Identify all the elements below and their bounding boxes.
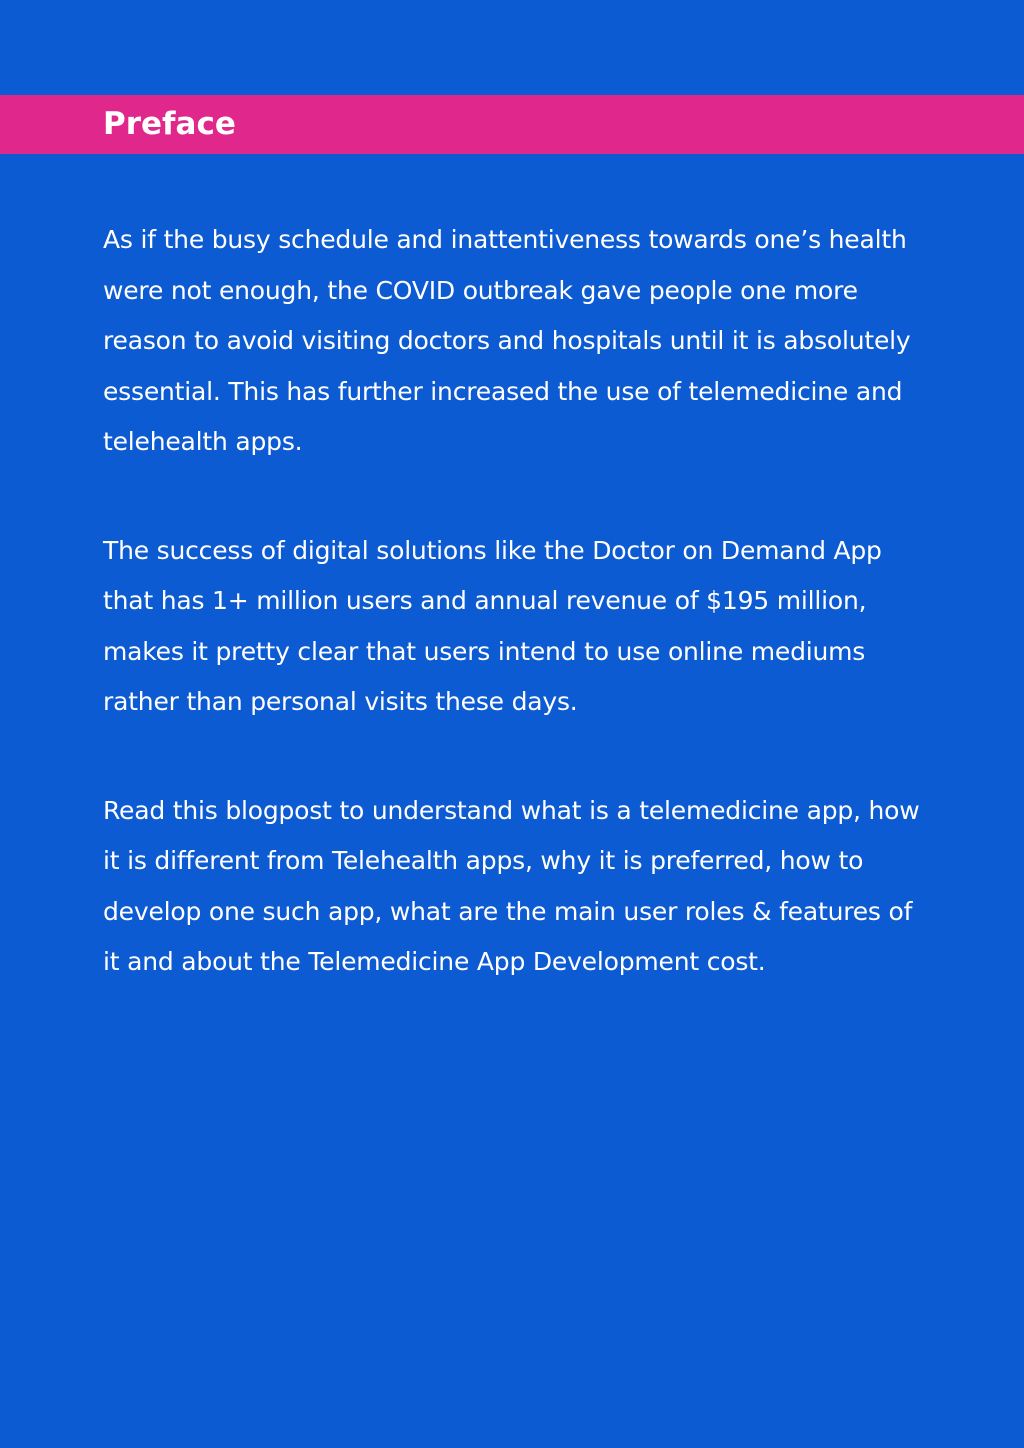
preface-body bbox=[103, 215, 933, 988]
paragraph-blogpost-overview: Read this blogpost to understand what is a telemedicine app, how it is different from Telehealth apps, why it is preferred, how to develop one such app, what are the main user roles & features of it and about the Telemedicine App Development cost. bbox=[103, 795, 920, 976]
paragraph-covid-context: As if the busy schedule and inattentiveness towards one’s health were not enough, the COVID outbreak gave people one more reason to avoid visiting doctors and hospitals until it is absolutely essential. This has further increased the use of telemedicine and telehealth apps. bbox=[103, 225, 911, 456]
page-title: Preface bbox=[103, 106, 236, 142]
paragraph-doctor-on-demand: The success of digital solutions like the Doctor on Demand App that has 1+ million users and annual revenue of $195 million, makes it pretty clear that users intend to use online mediums rather than personal visits these days. bbox=[103, 535, 882, 716]
